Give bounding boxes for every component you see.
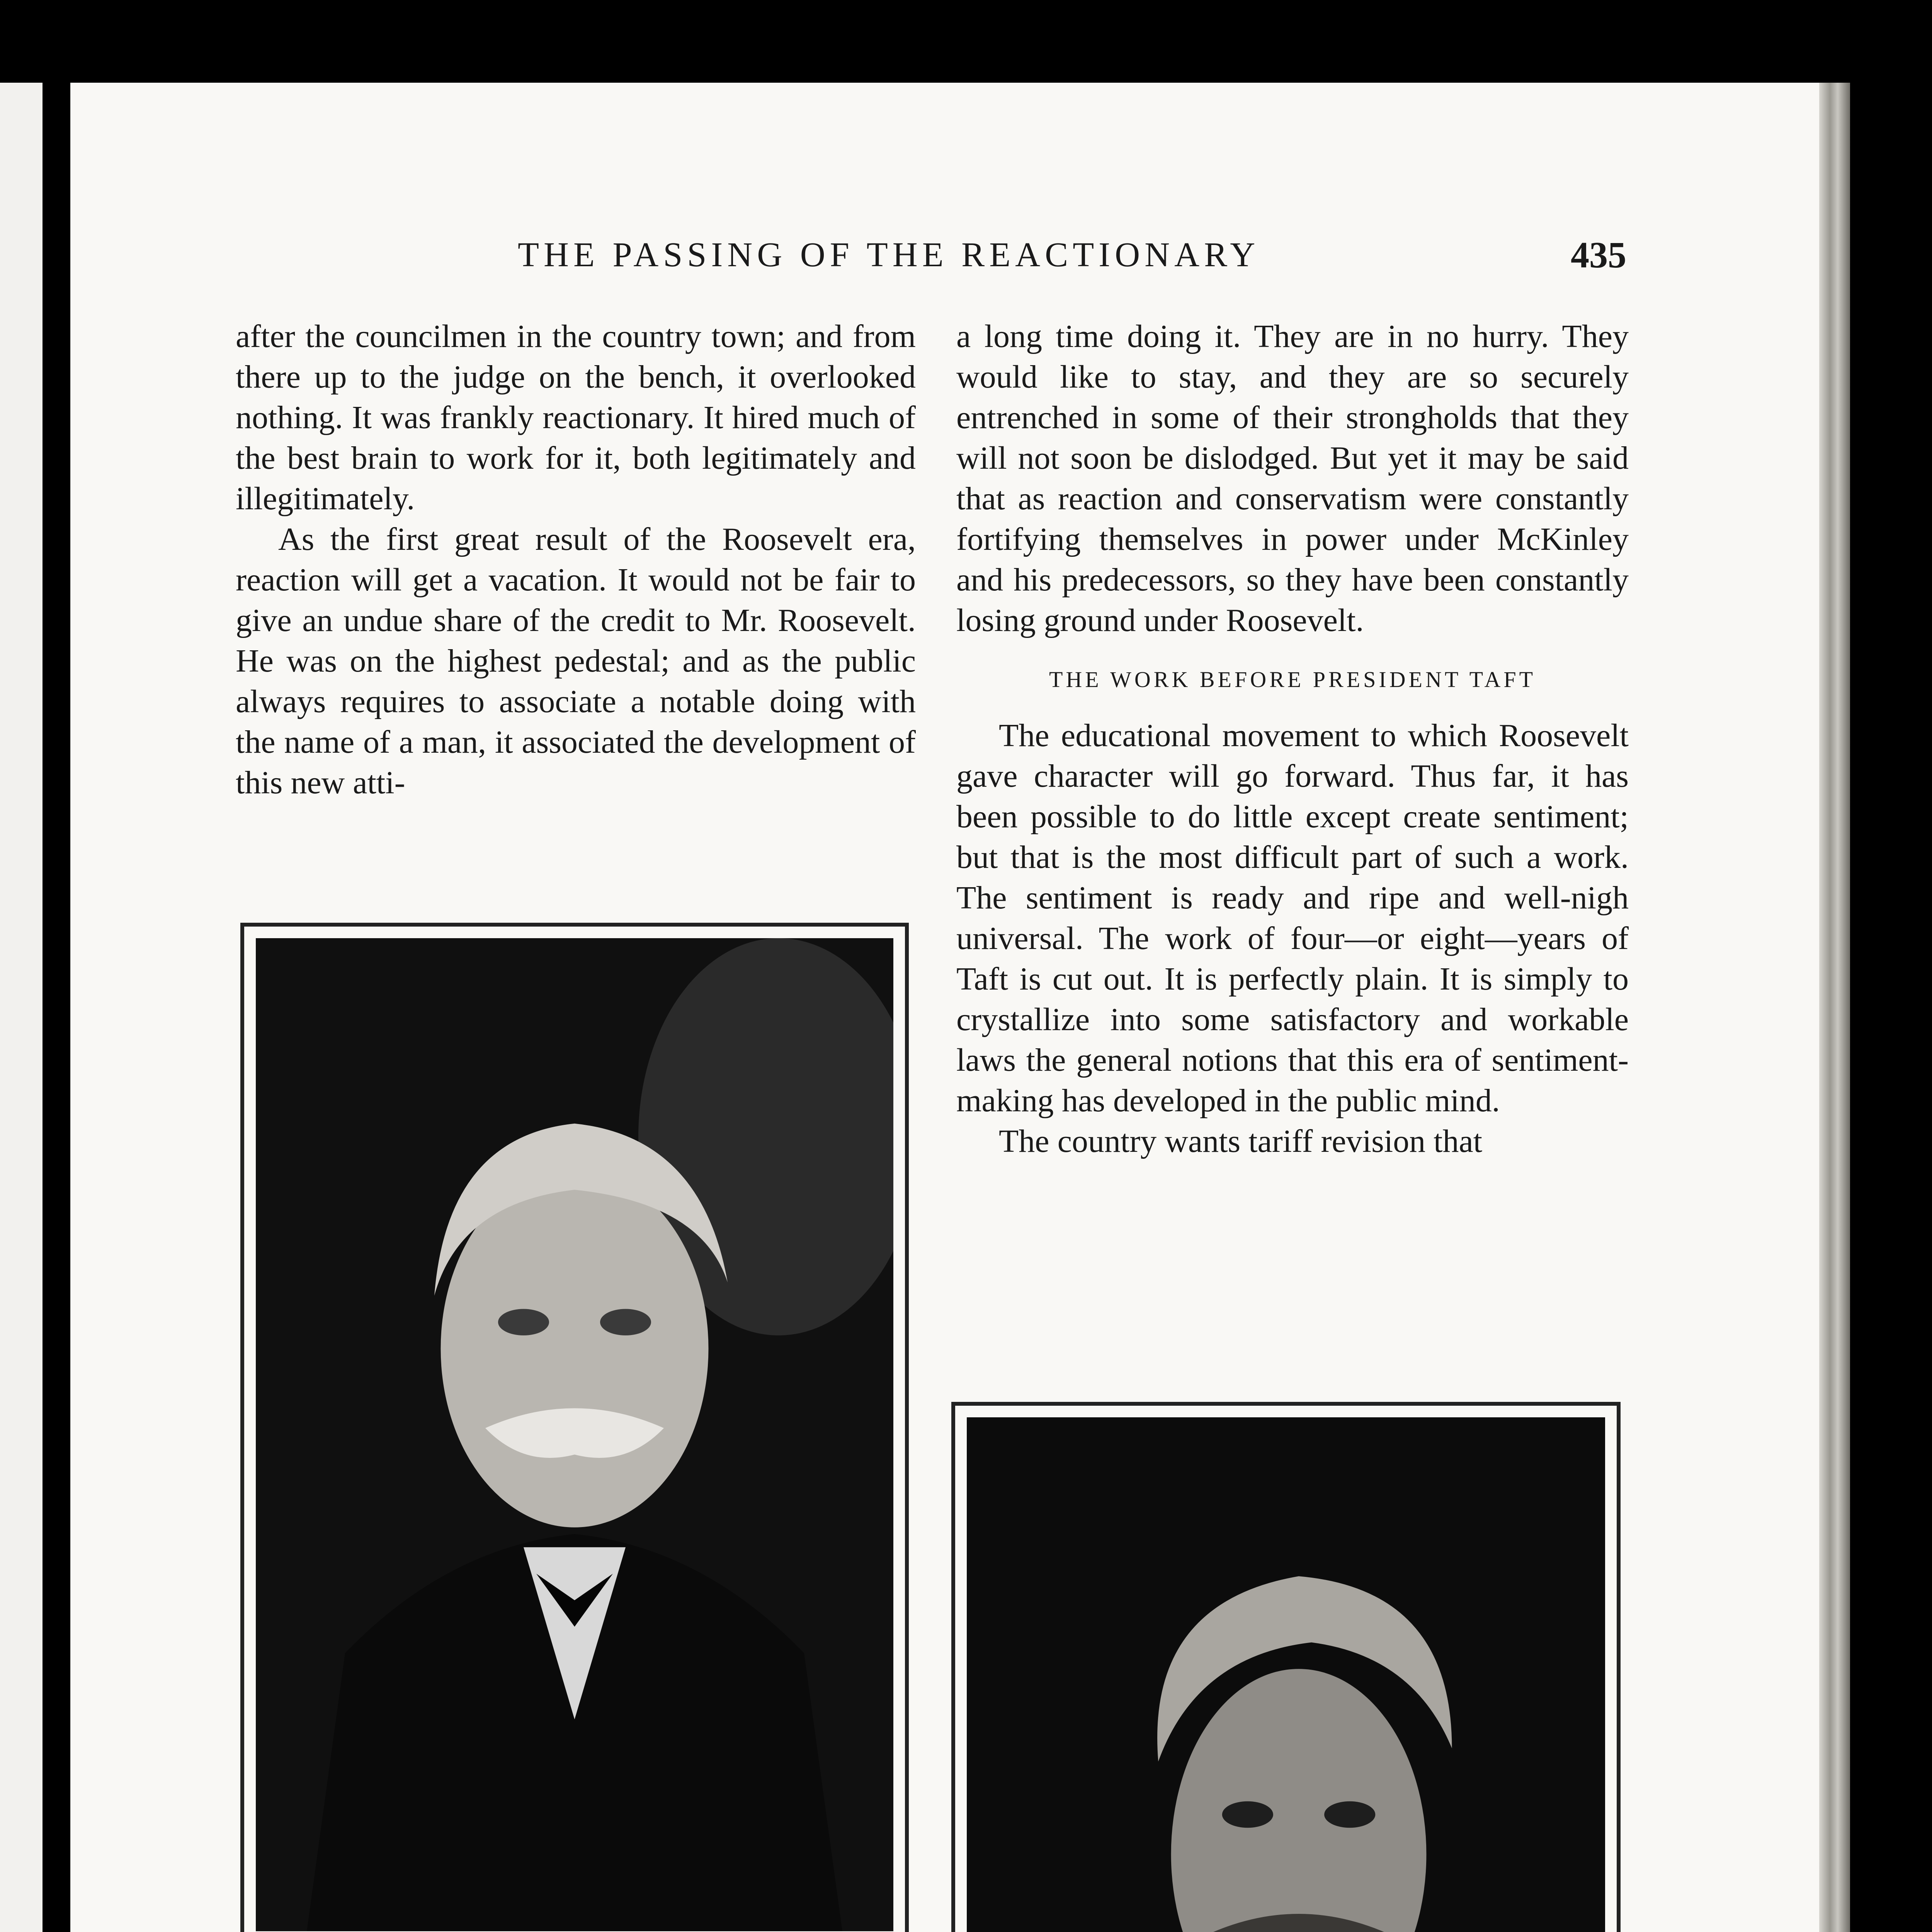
left-column-top xyxy=(236,316,916,803)
photo-frame-hepburn xyxy=(240,923,909,1932)
page-number: 435 xyxy=(1571,234,1626,276)
paragraph: after the councilmen in the country town; and from there up to the judge on the bench, it overlooked nothing. It was frankly reactionary. It hired much of the best brain to work for it, both legitimately and illegitimately. xyxy=(236,318,916,517)
paragraph: The country wants tariff revision that xyxy=(999,1123,1483,1159)
running-head: THE PASSING OF THE REACTIONARY xyxy=(518,236,1260,274)
paragraph: a long time doing it. They are in no hurry. They would like to stay, and they are so securely entrenched in some of their strongholds that they will not soon be dislodged. But yet it may be said that as reaction and conservatism were constantly fortifying themselves in power under McKinley and his predecessors, so they have been constantly losing ground under Roosevelt. xyxy=(956,318,1629,638)
facing-page-edge xyxy=(0,83,43,1932)
page-stack-edge xyxy=(1819,83,1850,1932)
paragraph: As the first great result of the Roosevelt era, reaction will get a vacation. It would not be fair to give an undue share of the credit to Mr. Roosevelt. He was on the highest pedestal; and as the public always requires to associate a notable doing with the name of a man, it associated the development of this new atti- xyxy=(236,521,916,801)
portrait-photo-hepburn xyxy=(256,938,893,1931)
paragraph: The educational movement to which Roosevelt gave character will go forward. Thus far, it has been possible to do little except create sentiment; but that is the most difficult part of such a work. The sentiment is ready and ripe and well-nigh universal. The work of four—or eight—years of Taft is cut out. It is perfectly plain. It is simply to crystallize into some satisfactory and workable laws the general notions that this era of sentiment-making has developed in the public mind. xyxy=(956,718,1629,1119)
photo-frame-ankeny xyxy=(951,1402,1621,1932)
right-column xyxy=(956,316,1629,1162)
portrait-photo-ankeny xyxy=(967,1417,1605,1932)
section-subhead: THE WORK BEFORE PRESIDENT TAFT xyxy=(1049,667,1536,692)
